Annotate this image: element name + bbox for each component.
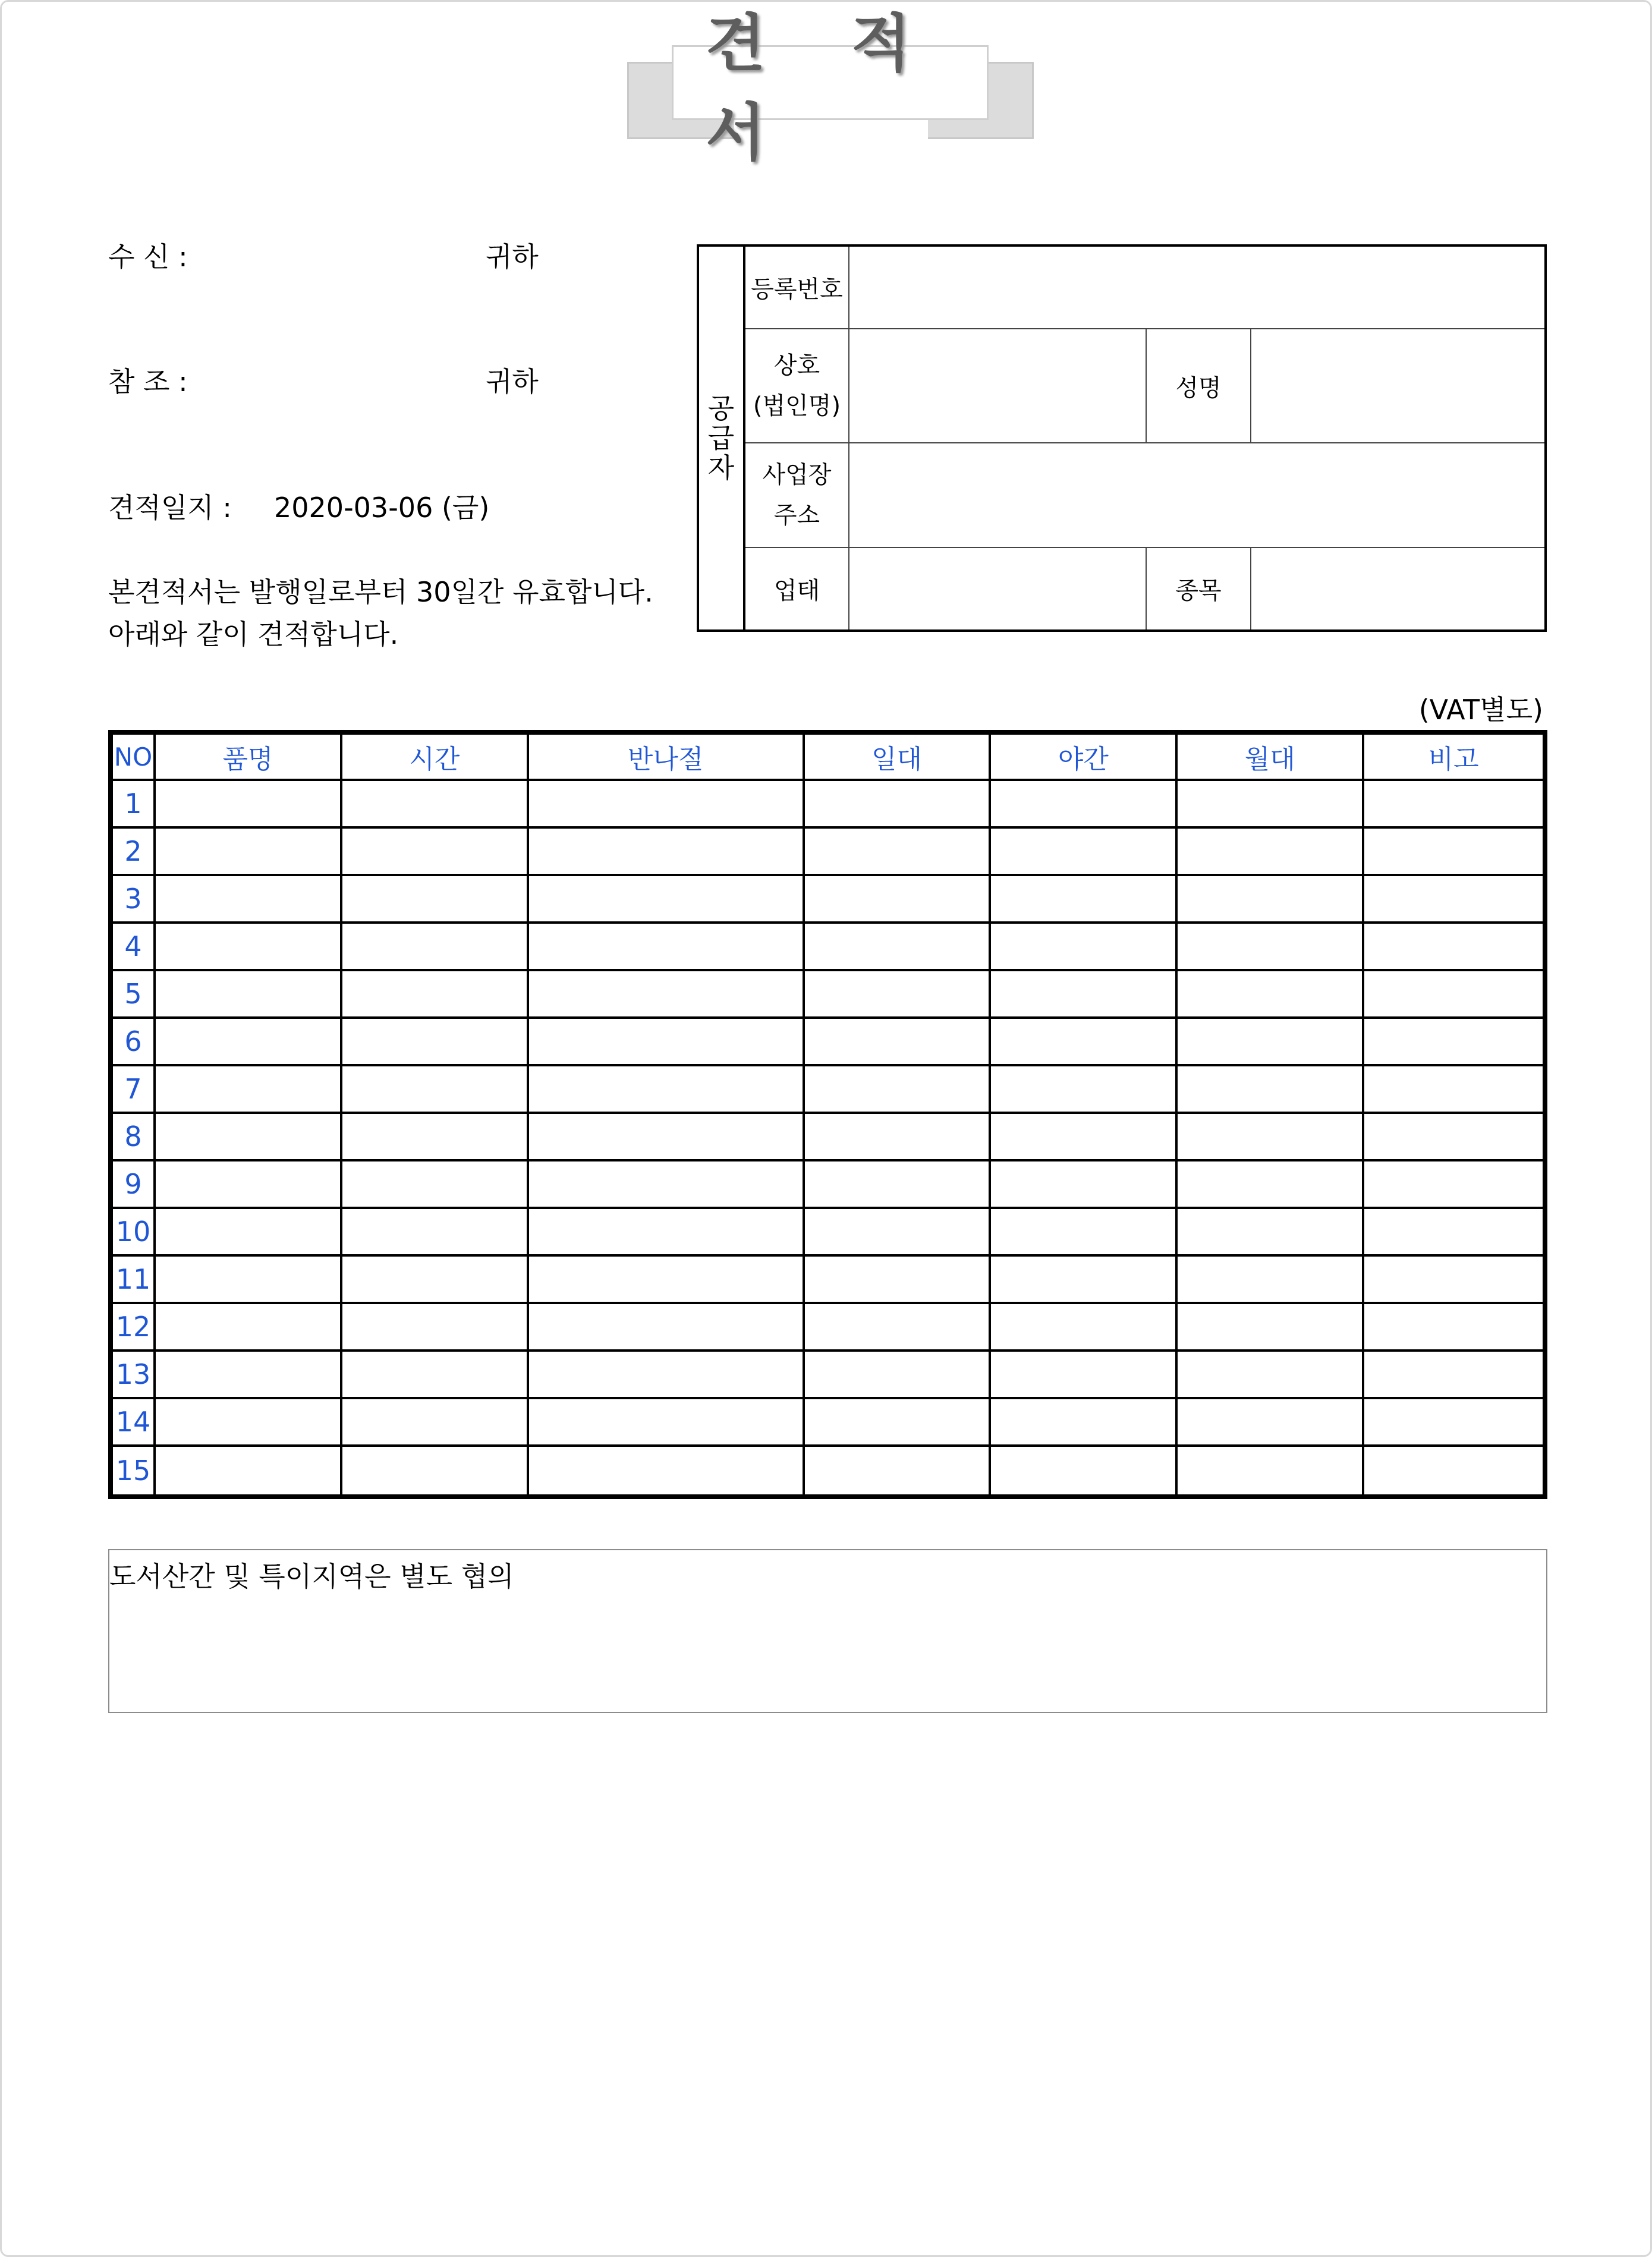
- table-cell[interactable]: [1364, 876, 1543, 924]
- table-cell[interactable]: [991, 1399, 1178, 1447]
- table-cell[interactable]: [991, 829, 1178, 876]
- table-row: [113, 1066, 1543, 1114]
- quote-date-value: 2020-03-06 (금): [274, 492, 490, 524]
- table-cell[interactable]: [529, 1399, 805, 1447]
- items-header-row: [113, 735, 1543, 781]
- table-cell[interactable]: [1364, 1209, 1543, 1257]
- recipient-to-label: 수 신 :: [108, 241, 188, 273]
- row-number: 15: [113, 1447, 156, 1494]
- table-cell[interactable]: [991, 1019, 1178, 1066]
- table-cell[interactable]: [529, 1257, 805, 1304]
- supplier-section-label: [698, 245, 744, 631]
- table-row: [113, 1209, 1543, 1257]
- table-cell[interactable]: [342, 1019, 529, 1066]
- table-cell[interactable]: [156, 1209, 342, 1257]
- table-cell[interactable]: [805, 1019, 992, 1066]
- table-row: [113, 829, 1543, 876]
- table-cell[interactable]: [156, 781, 342, 829]
- table-cell[interactable]: [805, 1114, 992, 1161]
- table-cell[interactable]: [1178, 1114, 1364, 1161]
- company-label-line2: (법인명): [753, 392, 841, 420]
- table-cell[interactable]: [342, 1352, 529, 1399]
- address-label: [744, 443, 849, 547]
- table-row: [113, 1161, 1543, 1209]
- column-header: 비고: [1364, 735, 1543, 781]
- table-cell[interactable]: [529, 971, 805, 1019]
- business-type-field[interactable]: [849, 547, 1146, 631]
- row-number: 9: [113, 1161, 156, 1209]
- row-number: 11: [113, 1257, 156, 1304]
- table-cell[interactable]: [342, 1257, 529, 1304]
- table-cell[interactable]: [156, 829, 342, 876]
- address-field[interactable]: [849, 443, 1546, 547]
- column-header: 월대: [1178, 735, 1364, 781]
- table-cell[interactable]: [156, 1019, 342, 1066]
- row-number: 4: [113, 924, 156, 971]
- name-field[interactable]: [1251, 329, 1546, 443]
- table-cell[interactable]: [805, 1257, 992, 1304]
- table-cell[interactable]: [1178, 1066, 1364, 1114]
- recipient-ref-suffix: 귀하: [486, 366, 539, 398]
- item-field[interactable]: [1251, 547, 1546, 631]
- table-cell[interactable]: [529, 924, 805, 971]
- supplier-section-char: 급: [707, 422, 735, 454]
- table-cell[interactable]: [1178, 1161, 1364, 1209]
- table-cell[interactable]: [1178, 1447, 1364, 1494]
- table-cell[interactable]: [342, 1161, 529, 1209]
- table-cell[interactable]: [342, 1399, 529, 1447]
- table-cell[interactable]: [805, 971, 992, 1019]
- table-cell[interactable]: [342, 1209, 529, 1257]
- table-cell[interactable]: [991, 1352, 1178, 1399]
- table-cell[interactable]: [1178, 1209, 1364, 1257]
- quote-date-label: 견적일지 :: [108, 492, 232, 524]
- row-number: 2: [113, 829, 156, 876]
- column-header: 시간: [342, 735, 529, 781]
- table-cell[interactable]: [1178, 971, 1364, 1019]
- table-cell[interactable]: [342, 1304, 529, 1352]
- table-cell[interactable]: [1364, 1352, 1543, 1399]
- table-cell[interactable]: [991, 1304, 1178, 1352]
- address-label-line2: 주소: [773, 502, 820, 529]
- table-cell[interactable]: [1364, 971, 1543, 1019]
- row-number: 1: [113, 781, 156, 829]
- table-row: [113, 1019, 1543, 1066]
- recipient-to-suffix: 귀하: [486, 241, 539, 273]
- remarks-text: 도서산간 및 특이지역은 별도 협의: [109, 1560, 514, 1592]
- table-cell[interactable]: [342, 829, 529, 876]
- table-cell[interactable]: [529, 876, 805, 924]
- table-row: [113, 876, 1543, 924]
- recipient-ref-label: 참 조 :: [108, 366, 188, 398]
- quote-note: 아래와 같이 견적합니다.: [108, 618, 399, 650]
- table-cell[interactable]: [991, 971, 1178, 1019]
- table-cell[interactable]: [529, 1066, 805, 1114]
- table-cell[interactable]: [991, 781, 1178, 829]
- table-row: [113, 1304, 1543, 1352]
- supplier-section-char: 자: [707, 452, 735, 484]
- items-table: [108, 730, 1547, 1499]
- table-cell[interactable]: [342, 876, 529, 924]
- table-cell[interactable]: [805, 1352, 992, 1399]
- table-cell[interactable]: [156, 1257, 342, 1304]
- table-cell[interactable]: [991, 1114, 1178, 1161]
- table-cell[interactable]: [1364, 1161, 1543, 1209]
- reg-no-field[interactable]: [849, 245, 1546, 329]
- table-cell[interactable]: [1178, 829, 1364, 876]
- company-label: [744, 329, 849, 443]
- table-cell[interactable]: [1364, 924, 1543, 971]
- table-cell[interactable]: [1364, 1019, 1543, 1066]
- table-row: [113, 781, 1543, 829]
- table-cell[interactable]: [1178, 781, 1364, 829]
- table-cell[interactable]: [156, 1304, 342, 1352]
- table-cell[interactable]: [1364, 1447, 1543, 1494]
- table-cell[interactable]: [805, 1399, 992, 1447]
- table-cell[interactable]: [1178, 1304, 1364, 1352]
- table-cell[interactable]: [529, 1019, 805, 1066]
- row-number: 8: [113, 1114, 156, 1161]
- row-number: 3: [113, 876, 156, 924]
- table-row: [113, 924, 1543, 971]
- table-cell[interactable]: [991, 1447, 1178, 1494]
- row-number: 6: [113, 1019, 156, 1066]
- table-row: [113, 971, 1543, 1019]
- table-cell[interactable]: [529, 1209, 805, 1257]
- table-cell[interactable]: [805, 1161, 992, 1209]
- table-cell[interactable]: [1364, 1304, 1543, 1352]
- column-header: 야간: [991, 735, 1178, 781]
- table-cell[interactable]: [1364, 781, 1543, 829]
- table-cell[interactable]: [156, 876, 342, 924]
- table-cell[interactable]: [1364, 1114, 1543, 1161]
- table-cell[interactable]: [342, 781, 529, 829]
- address-label-line1: 사업장: [762, 461, 832, 489]
- reg-no-label: 등록번호: [744, 245, 849, 329]
- remarks-box[interactable]: [108, 1549, 1547, 1713]
- table-cell[interactable]: [805, 1066, 992, 1114]
- table-cell[interactable]: [991, 1161, 1178, 1209]
- table-cell[interactable]: [805, 1209, 992, 1257]
- table-cell[interactable]: [342, 924, 529, 971]
- vat-note: (VAT별도): [1418, 694, 1543, 726]
- document-title: 견 적 서: [706, 7, 943, 169]
- table-cell[interactable]: [529, 1447, 805, 1494]
- table-row: [113, 1257, 1543, 1304]
- table-cell[interactable]: [1364, 1257, 1543, 1304]
- validity-note: 본견적서는 발행일로부터 30일간 유효합니다.: [108, 576, 653, 608]
- table-cell[interactable]: [156, 1161, 342, 1209]
- table-cell[interactable]: [342, 971, 529, 1019]
- table-cell[interactable]: [1178, 1019, 1364, 1066]
- table-row: [113, 1399, 1543, 1447]
- table-cell[interactable]: [805, 829, 992, 876]
- title-banner: [672, 7, 989, 169]
- column-header-no: NO: [113, 735, 156, 781]
- column-header: 품명: [156, 735, 342, 781]
- company-label-line1: 상호: [773, 352, 820, 379]
- row-number: 5: [113, 971, 156, 1019]
- company-field[interactable]: [849, 329, 1146, 443]
- column-header: 일대: [805, 735, 992, 781]
- table-cell[interactable]: [1178, 1352, 1364, 1399]
- table-cell[interactable]: [342, 1066, 529, 1114]
- table-cell[interactable]: [1364, 829, 1543, 876]
- table-cell[interactable]: [156, 1066, 342, 1114]
- row-number: 10: [113, 1209, 156, 1257]
- table-cell[interactable]: [991, 1257, 1178, 1304]
- table-cell[interactable]: [156, 1447, 342, 1494]
- table-cell[interactable]: [529, 1304, 805, 1352]
- table-cell[interactable]: [991, 1209, 1178, 1257]
- item-label: 종목: [1146, 547, 1251, 631]
- row-number: 14: [113, 1399, 156, 1447]
- table-cell[interactable]: [156, 1114, 342, 1161]
- table-row: [113, 1352, 1543, 1399]
- table-cell[interactable]: [805, 1304, 992, 1352]
- table-cell[interactable]: [805, 924, 992, 971]
- table-cell[interactable]: [529, 781, 805, 829]
- table-row: [113, 1114, 1543, 1161]
- table-cell[interactable]: [805, 781, 992, 829]
- table-cell[interactable]: [342, 1114, 529, 1161]
- table-cell[interactable]: [342, 1447, 529, 1494]
- table-cell[interactable]: [1364, 1066, 1543, 1114]
- table-cell[interactable]: [1178, 1257, 1364, 1304]
- column-header: 반나절: [529, 735, 805, 781]
- table-cell[interactable]: [156, 1352, 342, 1399]
- table-cell[interactable]: [156, 924, 342, 971]
- table-cell[interactable]: [1178, 924, 1364, 971]
- table-cell[interactable]: [529, 1161, 805, 1209]
- business-type-label: 업태: [744, 547, 849, 631]
- table-cell[interactable]: [1178, 1399, 1364, 1447]
- row-number: 13: [113, 1352, 156, 1399]
- table-cell[interactable]: [991, 876, 1178, 924]
- table-cell[interactable]: [156, 1399, 342, 1447]
- row-number: 7: [113, 1066, 156, 1114]
- table-cell[interactable]: [1178, 876, 1364, 924]
- table-cell[interactable]: [805, 1447, 992, 1494]
- supplier-section-char: 공: [707, 392, 735, 424]
- table-cell[interactable]: [1364, 1399, 1543, 1447]
- table-cell[interactable]: [991, 1066, 1178, 1114]
- table-cell[interactable]: [529, 1114, 805, 1161]
- supplier-table: [697, 244, 1547, 632]
- table-row: [113, 1447, 1543, 1494]
- table-cell[interactable]: [156, 971, 342, 1019]
- table-cell[interactable]: [529, 1352, 805, 1399]
- table-cell[interactable]: [991, 924, 1178, 971]
- table-cell[interactable]: [529, 829, 805, 876]
- table-cell[interactable]: [805, 876, 992, 924]
- name-label: 성명: [1146, 329, 1251, 443]
- row-number: 12: [113, 1304, 156, 1352]
